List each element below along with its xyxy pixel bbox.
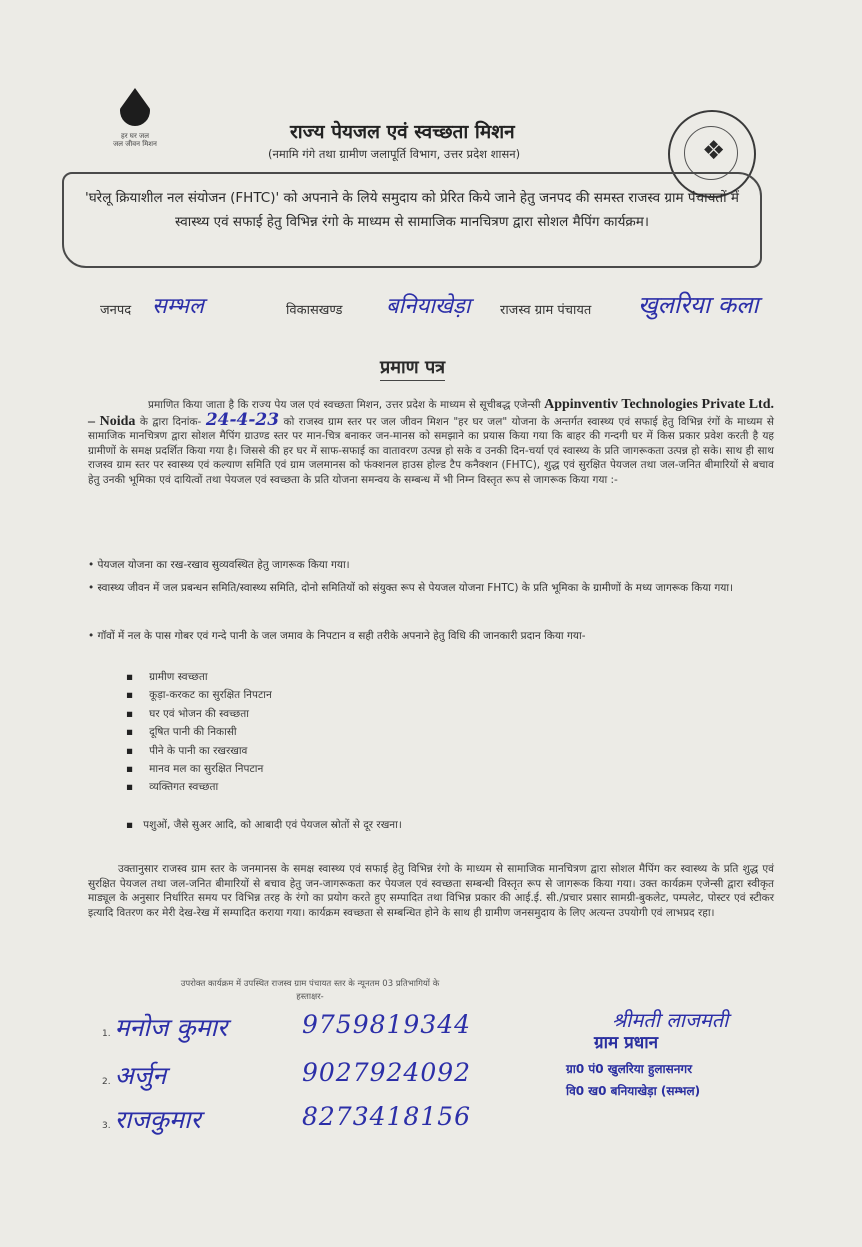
participant-phone: 9027924092 — [302, 1058, 472, 1087]
participant-signature: राजकुमार — [114, 1105, 201, 1134]
panchayat-value: खुलरिया कला — [638, 291, 759, 319]
logo-caption: हर घर जल जल जीवन मिशन — [113, 132, 157, 148]
paragraph-lead: प्रमाणित किया जाता है कि राज्य पेय जल एवं स्वच्छता मिशन, उत्तर प्रदेश के माध्यम से सूचीबद्ध एजेन्सी — [148, 399, 541, 411]
hygiene-topics-list — [126, 668, 526, 797]
paragraph-body: को राजस्व ग्राम स्तर पर जल जीवन मिशन "हर घर जल" योजना के अन्तर्गत स्वास्थ्य एवं सफाई हेतु विभिन्न रंगों के माध्यम से सामाजिक मानचित्रण द्वारा सोशल मैपिंग ग्राउण्ड स्तर पर मान-चित्र बनाकर जन-मानस को समझाने का प्रयास किया गया कि बाहर की गन्दगी घर में किस प्रकार प्रवेश करती है यह ग्रामीणों के समक्ष प्रदर्शित किया गया है। जिससे की हर घर में साफ-सफाई का वातावरण उत्पन्न हो सके व उनकी दिन-चर्या एवं स्वास्थ्य के प्रति जागरूकता उत्पन्न हो सके। साथ ही साथ राजस्व ग्राम स्तर पर स्वास्थ्य एवं कल्याण समिति एवं ग्राम जलमानस को फंक्शनल हाउस होल्ड टैप कनैक्शन (FHTC), शुद्ध एवं सुरक्षित पेयजल तथा जल-जनित बीमारियों से बचाव हेतु उनकी भूमिका एवं दायित्वों तथा पेयजल एवं स्वच्छता के प्रति योजना समन्वय के सम्बन्ध में भी निम्न विस्तृत रूप से जागरूक किया गया :- — [88, 415, 774, 486]
participant-row — [102, 1058, 472, 1092]
bullet-text: गॉवों में नल के पास गोबर एवं गन्दे पानी के जल जमाव के निपटान व सही तरीके अपनाने हेतु विधि की जानकारी प्रदान किया गया- — [97, 630, 586, 642]
bullet-item: • स्वास्थ्य जीवन में जल प्रबन्धन समिति/स्वास्थ्य समिति, दोनो समितियों को संयुक्त रूप से पेयजल योजना FHTC) के प्रति भूमिका के ग्रामीणों के मध्य जागरूक किया गया। — [88, 582, 734, 594]
water-drop-icon — [120, 88, 150, 126]
summary-text: उक्तानुसार राजस्व ग्राम स्तर के जनमानस के समक्ष स्वास्थ्य एवं सफाई हेतु विभिन्न रंगो के माध्यम से सामाजिक मानचित्रण द्वारा सोशल मैपिंग कर स्वास्थ्य के प्रति शुद्ध एवं सुरक्षित पेयजल तथा जल-जनित बीमारियों से बचाव हेतु जन-जागरूकता कर पेयजल एवं स्वच्छता सम्बन्धी विस्तृत रूप से जागरूक किया गया। उक्त कार्यक्रम एजेन्सी द्वारा स्वीकृत माड्यूल के अनुसार निर्धारित समय पर विभिन्न तरह के रंगो का प्रयोग करते हुए सम्पादित तथा विभिन्न प्रकार की आई.ई. सी./प्रचार प्रसार सामग्री-बुकलेट, पम्पलेट, पोस्टर एवं स्टीकर इत्यादि वितरण कर मेरी देख-रेख में सम्पादित कराया गया। कार्यक्रम स्वच्छता से सम्बन्धित होने के साथ ही ग्रामीण जनसमुदाय के लिए अत्यन्त उपयोगी एवं लाभप्रद रहा। — [88, 863, 774, 919]
paragraph-date-prefix: के द्वारा दिनांक- — [139, 415, 202, 428]
row-number: 3. — [102, 1121, 111, 1131]
block-value: बनियाखेड़ा — [386, 294, 471, 319]
stamp-block: वि0 ख0 बनियाखेड़ा (सम्भल) — [566, 1084, 701, 1098]
stamp-title: ग्राम प्रधान — [594, 1033, 659, 1053]
bullet-text: पेयजल योजना का रख-रखाव सुव्यवस्थित हेतु जागरूक किया गया। — [97, 559, 350, 571]
participant-phone: 8273418156 — [302, 1102, 472, 1131]
pradhan-signature: श्रीमती लाजमती — [612, 1008, 729, 1032]
list-item: ▪ कूड़ा-करकट का सुरक्षित निपटान — [126, 686, 526, 704]
participant-signature: अर्जुन — [114, 1061, 167, 1090]
list-item: ▪ दूषित पानी की निकासी — [126, 723, 526, 741]
district-value: सम्भल — [152, 294, 204, 319]
list-item: ▪ पीने के पानी का रखरखाव — [126, 742, 526, 760]
stamp-panchayat: ग्रा0 पं0 खुलरिया हुलासनगर — [566, 1062, 693, 1076]
certificate-paragraph — [88, 398, 774, 488]
bullet-item: • गॉवों में नल के पास गोबर एवं गन्दे पानी के जल जमाव के निपटान व सही तरीके अपनाने हेतु विधि की जानकारी प्रदान किया गया- — [88, 630, 586, 642]
row-number: 2. — [102, 1077, 111, 1087]
location-fields — [100, 292, 820, 332]
block-label: विकासखण्ड — [286, 303, 343, 318]
page-subtitle: (नमामि गंगे तथा ग्रामीण जलापूर्ति विभाग, उत्तर प्रदेश शासन) — [268, 147, 521, 161]
list-item: ▪ घर एवं भोजन की स्वच्छता — [126, 705, 526, 723]
seal-emblem-icon: ❖ — [702, 136, 726, 166]
list-item: ▪ ग्रामीण स्वच्छता — [126, 668, 526, 686]
participant-row — [102, 1102, 472, 1136]
participants-note: उपरोक्त कार्यक्रम में उपस्थित राजस्व ग्राम पंचायत स्तर के न्यूनतम 03 प्रतिभागियों के हस्ताक्षर- — [180, 979, 440, 1002]
row-number: 1. — [102, 1029, 111, 1039]
agency-name: Appinventiv Technologies Private Ltd. – Noida — [88, 397, 775, 429]
program-banner: 'घरेलू क्रियाशील नल संयोजन (FHTC)' को अपनाने के लिये समुदाय को प्रेरित किये जाने हेतु जनपद की समस्त राजस्व ग्राम पंचायतों में स्वास्थ्य एवं सफाई हेतु विभिन्न रंगो के माध्यम से सामाजिक मानचित्रण द्वारा सोशल मैपिंग कार्यक्रम। — [62, 172, 762, 268]
panchayat-label: राजस्व ग्राम पंचायत — [500, 303, 592, 318]
list-item: ▪ मानव मल का सुरक्षित निपटान — [126, 760, 526, 778]
participant-signature: मनोज कुमार — [114, 1013, 228, 1042]
district-label: जनपद — [100, 303, 132, 318]
summary-paragraph — [88, 862, 774, 920]
page-title: राज्य पेयजल एवं स्वच्छता मिशन — [290, 121, 515, 143]
program-date: 24-4-23 — [205, 409, 280, 430]
participant-phone: 9759819344 — [302, 1010, 472, 1039]
list-item: ▪ पशुओं, जैसे सुअर आदि, को आबादी एवं पेयजल स्रोतों से दूर रखना। — [126, 818, 402, 832]
list-item: ▪ व्यक्तिगत स्वच्छता — [126, 778, 526, 796]
bullet-text: स्वास्थ्य जीवन में जल प्रबन्धन समिति/स्वास्थ्य समिति, दोनो समितियों को संयुक्त रूप से पेयजल योजना FHTC) के प्रति भूमिका के ग्रामीणों के मध्य जागरूक किया गया। — [97, 582, 734, 594]
bullet-item: • पेयजल योजना का रख-रखाव सुव्यवस्थित हेतु जागरूक किया गया। — [88, 559, 350, 571]
jal-jeevan-mission-logo — [95, 88, 175, 168]
certificate-title: प्रमाण पत्र — [380, 355, 445, 381]
participant-row — [102, 1010, 472, 1044]
